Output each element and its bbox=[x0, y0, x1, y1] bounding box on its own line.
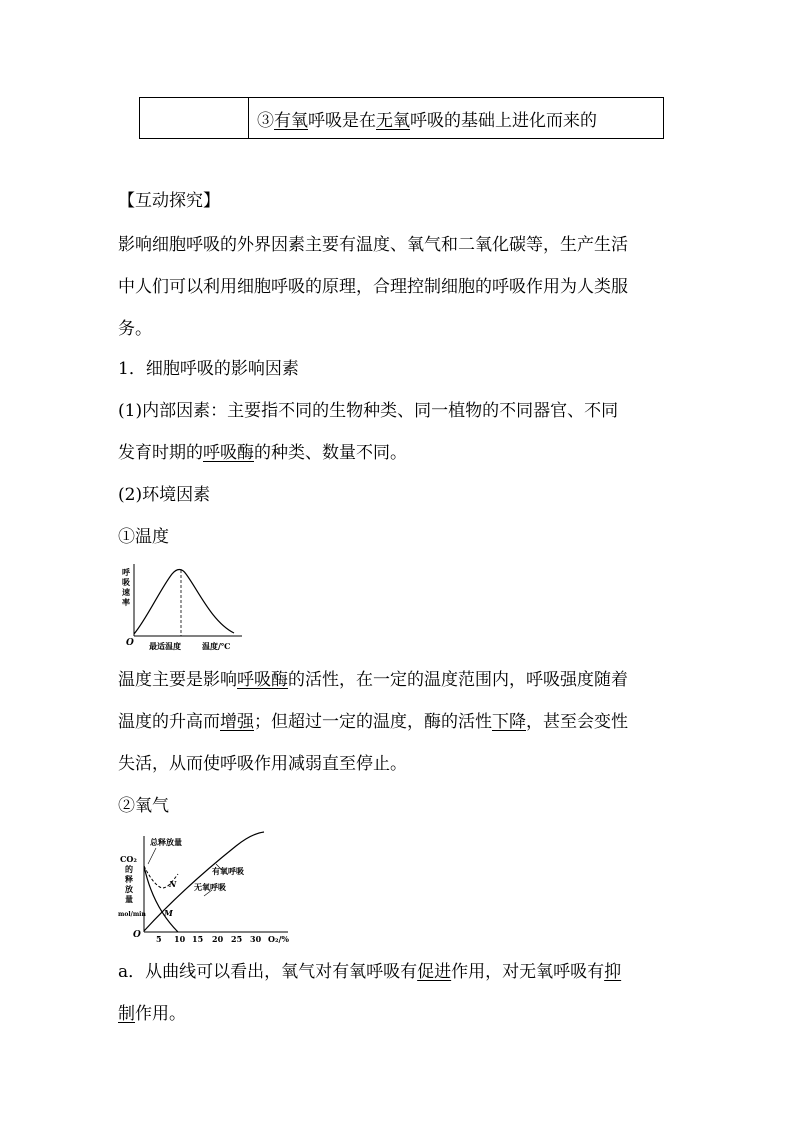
point-n-label: N bbox=[169, 879, 177, 889]
underlined-term: 呼吸酶 bbox=[203, 443, 254, 463]
temp-text-line-2: 温度的升高而增强；但超过一定的温度，酶的活性下降，甚至会变性 bbox=[118, 712, 628, 732]
y-label-char: 呼 bbox=[122, 567, 130, 577]
origin-label: O bbox=[133, 930, 141, 940]
y-unit-label: mol/min bbox=[118, 911, 146, 918]
underlined-term: 有氧 bbox=[274, 110, 308, 131]
anaerobic-label: 无氧呼吸 bbox=[194, 882, 226, 892]
cell-text: 呼吸的基础上进化而来的 bbox=[410, 110, 597, 131]
y-label-line: 量 bbox=[125, 894, 133, 904]
total-release-label: 总释放量 bbox=[150, 837, 182, 847]
intro-line-1: 影响细胞呼吸的外界因素主要有温度、氧气和二氧化碳等，生产生活 bbox=[118, 235, 628, 255]
x-tick-label: 5 bbox=[156, 934, 162, 944]
intro-line-2: 中人们可以利用细胞呼吸的原理，合理控制细胞的呼吸作用为人类服 bbox=[118, 277, 628, 297]
x-tick-label: 20 bbox=[212, 934, 224, 944]
oxygen-text-line-2: 制作用。 bbox=[118, 1004, 186, 1024]
intro-line-3: 务。 bbox=[118, 319, 152, 339]
section-title: 【互动探究】 bbox=[118, 191, 220, 211]
x-tick-label: 10 bbox=[174, 934, 186, 944]
y-label-line: 放 bbox=[125, 884, 133, 894]
temp-text-line-1: 温度主要是影响呼吸酶的活性，在一定的温度范围内，呼吸强度随着 bbox=[118, 670, 628, 690]
underlined-term: 制 bbox=[118, 1004, 135, 1024]
x-tick-label: 25 bbox=[231, 934, 243, 944]
point-m-label: M bbox=[164, 908, 173, 918]
x-tick-label: 30 bbox=[250, 934, 262, 944]
temperature-heading: ①温度 bbox=[118, 527, 169, 547]
y-label-char: 速 bbox=[122, 587, 130, 597]
underlined-term: 增强 bbox=[220, 712, 254, 732]
cell-text: 呼吸是在 bbox=[308, 110, 376, 131]
pointer-line bbox=[148, 848, 156, 864]
y-label-char: 吸 bbox=[122, 577, 130, 587]
temp-text-line-3: 失活，从而使呼吸作用减弱直至停止。 bbox=[118, 754, 407, 774]
oxygen-chart bbox=[116, 826, 296, 948]
temperature-curve bbox=[134, 570, 234, 635]
y-label-line: CO₂ bbox=[120, 854, 137, 864]
oxygen-text-line-1: a．从曲线可以看出，氧气对有氧呼吸有促进作用，对无氧呼吸有抑 bbox=[118, 962, 622, 982]
circle-number: ③ bbox=[257, 110, 274, 131]
temperature-chart bbox=[116, 560, 256, 654]
x-opt-label: 最适温度 bbox=[149, 641, 181, 651]
internal-factors-line-1: (1)内部因素：主要指不同的生物种类、同一植物的不同器官、不同 bbox=[118, 401, 619, 421]
aerobic-label: 有氧呼吸 bbox=[212, 866, 244, 876]
underlined-term: 下降 bbox=[492, 712, 526, 732]
underlined-term: 呼吸酶 bbox=[237, 670, 288, 690]
underlined-term: 抑 bbox=[604, 962, 622, 982]
x-axis-label: O₂/% bbox=[268, 934, 289, 944]
env-factors-heading: (2)环境因素 bbox=[118, 485, 211, 505]
x-axis-label: 温度/℃ bbox=[202, 641, 231, 651]
summary-table bbox=[139, 97, 664, 139]
x-tick-label: 15 bbox=[192, 934, 204, 944]
table-cell-text bbox=[249, 98, 664, 139]
origin-label: O bbox=[126, 638, 134, 648]
table-cell-empty bbox=[140, 98, 249, 139]
underlined-term: 无氧 bbox=[376, 110, 410, 131]
table-row bbox=[140, 98, 664, 139]
oxygen-heading: ②氧气 bbox=[118, 796, 169, 816]
internal-factors-line-2: 发育时期的呼吸酶的种类、数量不同。 bbox=[118, 443, 407, 463]
underlined-term: 促进 bbox=[417, 962, 452, 982]
y-label-line: 的 bbox=[125, 864, 133, 874]
y-label-char: 率 bbox=[122, 597, 130, 607]
y-label-line: 释 bbox=[125, 874, 133, 884]
heading-influence-factors: 1．细胞呼吸的影响因素 bbox=[118, 359, 299, 379]
